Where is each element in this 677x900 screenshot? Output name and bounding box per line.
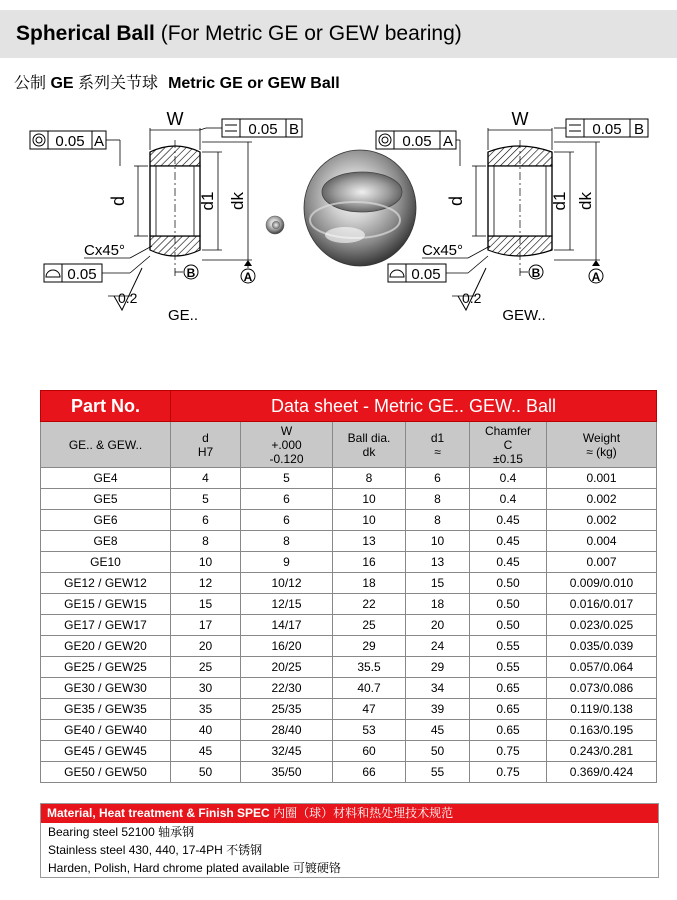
table-cell: 25/35: [241, 699, 333, 720]
table-row: [41, 762, 657, 783]
sheet-header: Data sheet - Metric GE.. GEW.. Ball: [171, 391, 657, 422]
table-cell: 0.035/0.039: [547, 636, 657, 657]
table-cell: 0.073/0.086: [547, 678, 657, 699]
table-cell: 18: [333, 573, 406, 594]
table-cell: 53: [333, 720, 406, 741]
table-cell: GE12 / GEW12: [41, 573, 171, 594]
table-row: [41, 510, 657, 531]
table-cell: 9: [241, 552, 333, 573]
table-cell: 0.023/0.025: [547, 615, 657, 636]
table-cell: 4: [171, 468, 241, 489]
table-cell: 8: [333, 468, 406, 489]
table-cell: 8: [406, 510, 470, 531]
datum-a-symbol: A: [243, 270, 253, 284]
dim-dk-label: dk: [228, 192, 247, 210]
table-cell: 0.004: [547, 531, 657, 552]
table-row: [41, 636, 657, 657]
gew-label: GEW..: [502, 307, 546, 324]
table-cell: 0.163/0.195: [547, 720, 657, 741]
table-cell: 15: [171, 594, 241, 615]
table-header-row: [41, 391, 657, 422]
table-cell: 6: [406, 468, 470, 489]
table-cell: GE15 / GEW15: [41, 594, 171, 615]
technical-drawings: [0, 100, 677, 340]
table-cell: 8: [406, 489, 470, 510]
table-cell: 50: [406, 741, 470, 762]
table-cell: 8: [241, 531, 333, 552]
ge-label: GE..: [167, 307, 199, 324]
table-cell: 6: [241, 510, 333, 531]
table-cell: 0.65: [470, 678, 547, 699]
tol-parallelism: 0.05: [248, 121, 278, 138]
col-ball-dia: Ball dia. dk: [333, 422, 406, 468]
title-bar: [0, 10, 677, 58]
table-cell: GE25 / GEW25: [41, 657, 171, 678]
table-cell: GE30 / GEW30: [41, 678, 171, 699]
table-cell: 24: [406, 636, 470, 657]
ball-photos: [266, 150, 416, 266]
table-cell: GE17 / GEW17: [41, 615, 171, 636]
table-cell: 12: [171, 573, 241, 594]
table-cell: 10: [406, 531, 470, 552]
dim-w-label: W: [166, 109, 184, 129]
roughness-label: 0.2: [118, 290, 138, 306]
table-cell: 6: [171, 510, 241, 531]
table-row: [41, 552, 657, 573]
table-cell: 0.45: [470, 552, 547, 573]
table-cell: 55: [406, 762, 470, 783]
gew-datum-b-symbol: B: [531, 266, 541, 280]
table-cell: 29: [333, 636, 406, 657]
tol-flatness: 0.05: [67, 266, 97, 283]
table-row: [41, 468, 657, 489]
table-cell: 0.002: [547, 489, 657, 510]
table-cell: 16: [333, 552, 406, 573]
col-w: W +.000 -0.120: [241, 422, 333, 468]
table-cell: 20: [406, 615, 470, 636]
table-cell: 22: [333, 594, 406, 615]
table-cell: 0.65: [470, 720, 547, 741]
table-cell: 0.002: [547, 510, 657, 531]
gew-dim-dk-label: dk: [576, 192, 595, 210]
table-cell: 15: [406, 573, 470, 594]
page-title: Spherical Ball (For Metric GE or GEW bearing): [16, 22, 462, 45]
gew-datum-b-ref: B: [633, 121, 645, 138]
table-cell: 50: [171, 762, 241, 783]
table-cell: 16/20: [241, 636, 333, 657]
table-cell: GE45 / GEW45: [41, 741, 171, 762]
table-cell: GE10: [41, 552, 171, 573]
table-cell: 10: [333, 489, 406, 510]
part-no-header: Part No.: [41, 391, 171, 422]
gew-roughness-label: 0.2: [462, 290, 482, 306]
table-cell: 45: [406, 720, 470, 741]
table-cell: 0.016/0.017: [547, 594, 657, 615]
table-cell: 0.45: [470, 510, 547, 531]
gew-tol-flatness: 0.05: [411, 266, 441, 283]
table-row: [41, 615, 657, 636]
gew-chamfer-label: Cx45°: [422, 242, 464, 259]
table-cell: 35: [171, 699, 241, 720]
table-cell: 0.009/0.010: [547, 573, 657, 594]
table-cell: 45: [171, 741, 241, 762]
col-weight: Weight ≈ (kg): [547, 422, 657, 468]
table-cell: 0.057/0.064: [547, 657, 657, 678]
table-cell: 10: [333, 510, 406, 531]
table-row: [41, 531, 657, 552]
table-cell: 0.243/0.281: [547, 741, 657, 762]
table-cell: 39: [406, 699, 470, 720]
table-cell: 17: [171, 615, 241, 636]
table-cell: 0.75: [470, 762, 547, 783]
table-cell: 28/40: [241, 720, 333, 741]
table-cell: GE40 / GEW40: [41, 720, 171, 741]
gew-datum-a-ref: A: [442, 133, 454, 150]
gew-datum-a-symbol: A: [591, 270, 601, 284]
table-cell: 29: [406, 657, 470, 678]
data-table: [40, 390, 657, 783]
gew-tol-parallelism: 0.05: [592, 121, 622, 138]
spec-line: Bearing steel 52100 轴承钢: [48, 825, 195, 839]
table-cell: GE35 / GEW35: [41, 699, 171, 720]
gew-dim-d-label: d: [446, 195, 466, 207]
table-cell: GE20 / GEW20: [41, 636, 171, 657]
col-chamfer: Chamfer C ±0.15: [470, 422, 547, 468]
table-cell: 25: [171, 657, 241, 678]
dim-d1-label: d1: [198, 191, 217, 211]
col-d: d H7: [171, 422, 241, 468]
table-cell: 40: [171, 720, 241, 741]
spec-box: [40, 803, 659, 878]
table-cell: GE8: [41, 531, 171, 552]
table-cell: 35/50: [241, 762, 333, 783]
table-cell: 60: [333, 741, 406, 762]
table-cell: 13: [333, 531, 406, 552]
table-cell: 0.55: [470, 636, 547, 657]
column-header-row: [41, 422, 657, 468]
table-cell: GE4: [41, 468, 171, 489]
table-cell: 18: [406, 594, 470, 615]
table-row: [41, 720, 657, 741]
table-cell: 32/45: [241, 741, 333, 762]
table-row: [41, 699, 657, 720]
table-row: [41, 741, 657, 762]
table-cell: GE50 / GEW50: [41, 762, 171, 783]
table-cell: 0.4: [470, 468, 547, 489]
spec-header: Material, Heat treatment & Finish SPEC 内圈（球）材料和热处理技术规范: [41, 804, 658, 823]
table-cell: 0.4: [470, 489, 547, 510]
gew-dim-w-label: W: [511, 109, 529, 129]
table-cell: 47: [333, 699, 406, 720]
table-row: [41, 594, 657, 615]
table-cell: 0.75: [470, 741, 547, 762]
table-cell: 30: [171, 678, 241, 699]
table-cell: 0.001: [547, 468, 657, 489]
gew-drawing: [376, 109, 648, 324]
tol-concentricity: 0.05: [55, 133, 85, 150]
table-cell: 20: [171, 636, 241, 657]
table-cell: 0.50: [470, 573, 547, 594]
table-cell: 66: [333, 762, 406, 783]
table-cell: 22/30: [241, 678, 333, 699]
table-cell: 35.5: [333, 657, 406, 678]
table-cell: 40.7: [333, 678, 406, 699]
table-cell: 0.007: [547, 552, 657, 573]
table-cell: 25: [333, 615, 406, 636]
table-cell: 0.369/0.424: [547, 762, 657, 783]
table-row: [41, 657, 657, 678]
table-cell: 0.55: [470, 657, 547, 678]
table-row: [41, 678, 657, 699]
ge-drawing: [30, 109, 302, 324]
table-cell: 10: [171, 552, 241, 573]
subtitle: 公制 GE 系列关节球 Metric GE or GEW Ball: [14, 73, 340, 92]
col-part: GE.. & GEW..: [41, 422, 171, 468]
gew-dim-d1-label: d1: [550, 191, 569, 211]
table-cell: 0.119/0.138: [547, 699, 657, 720]
chamfer-label: Cx45°: [84, 242, 126, 259]
table-cell: 6: [241, 489, 333, 510]
datum-a-ref: A: [93, 133, 105, 150]
spec-line: Harden, Polish, Hard chrome plated available 可镀硬铬: [48, 861, 341, 875]
table-cell: 12/15: [241, 594, 333, 615]
table-cell: 34: [406, 678, 470, 699]
datum-b-ref: B: [288, 121, 300, 138]
table-row: [41, 489, 657, 510]
table-cell: 8: [171, 531, 241, 552]
table-cell: 20/25: [241, 657, 333, 678]
table-cell: 13: [406, 552, 470, 573]
table-row: [41, 573, 657, 594]
col-d1: d1 ≈: [406, 422, 470, 468]
table-cell: 5: [171, 489, 241, 510]
table-cell: 0.45: [470, 531, 547, 552]
dim-d-label: d: [108, 195, 128, 207]
table-cell: 5: [241, 468, 333, 489]
table-cell: 10/12: [241, 573, 333, 594]
table-cell: 0.65: [470, 699, 547, 720]
spec-line: Stainless steel 430, 440, 17-4PH 不锈钢: [48, 843, 263, 857]
table-cell: 0.50: [470, 615, 547, 636]
gew-tol-concentricity: 0.05: [402, 133, 432, 150]
table-cell: 0.50: [470, 594, 547, 615]
datum-b-symbol: B: [186, 266, 196, 280]
table-cell: GE5: [41, 489, 171, 510]
table-cell: 14/17: [241, 615, 333, 636]
table-cell: GE6: [41, 510, 171, 531]
